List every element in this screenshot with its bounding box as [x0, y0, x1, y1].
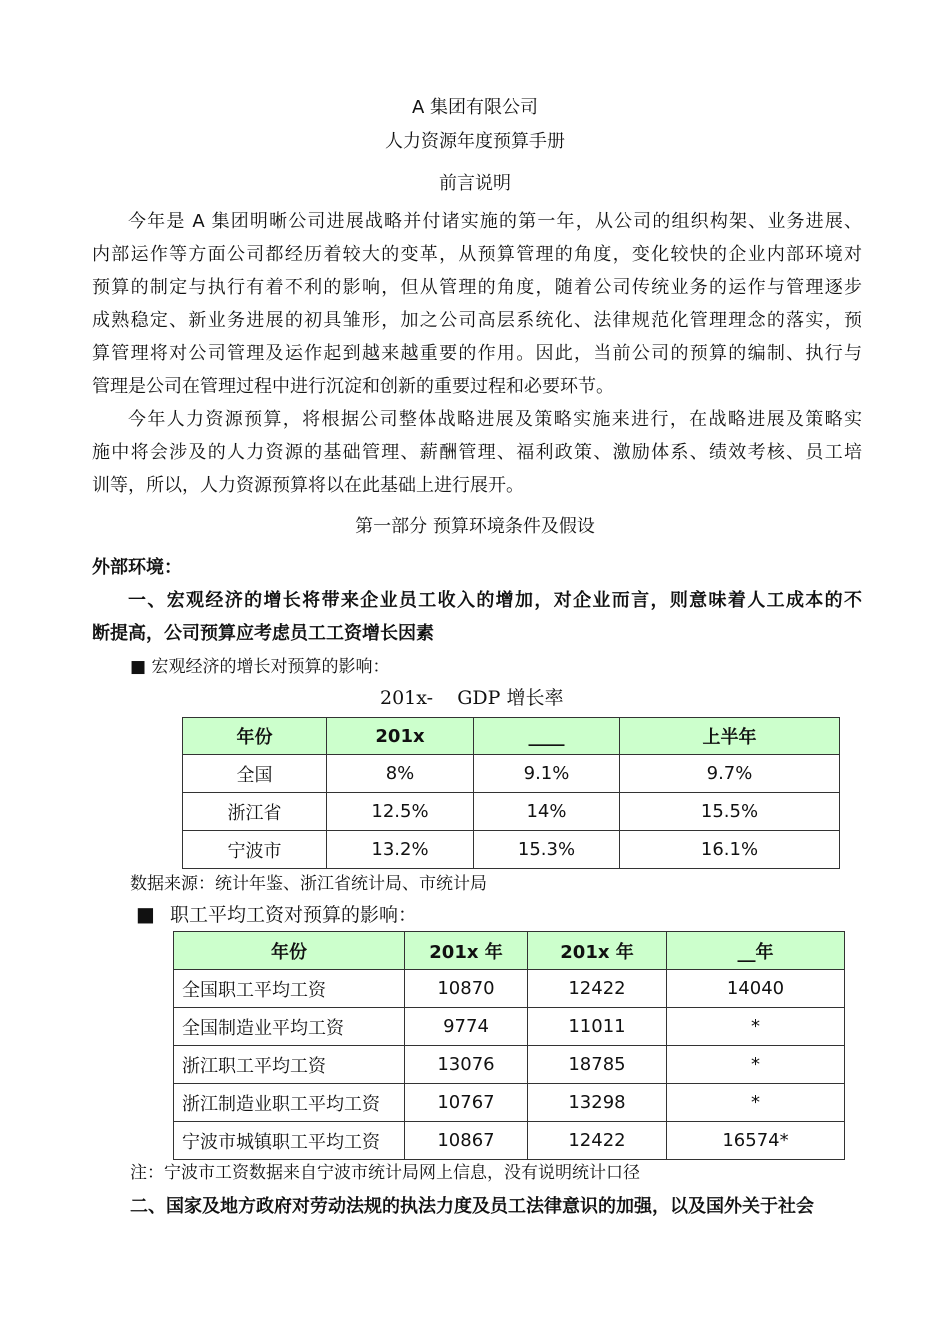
table-header-row	[174, 932, 845, 970]
preface-p1-line: 预算的制定与执行有着不利的影响，但从管理的角度，随着公司传统业务的运作与管理逐步	[92, 277, 862, 298]
table-row	[174, 1008, 845, 1046]
table-cell: *	[667, 1008, 845, 1046]
table-cell: 浙江职工平均工资	[174, 1046, 405, 1084]
table-cell: 9.7%	[620, 755, 840, 793]
table-cell: 14040	[667, 970, 845, 1008]
table-cell: 宁波市城镇职工平均工资	[174, 1122, 405, 1160]
preface-p1-line: 算管理将对公司管理及运作起到越来越重要的作用。因此，当前公司的预算的编制、执行与	[92, 343, 862, 364]
table-cell: 8%	[327, 755, 474, 793]
header-cell: 年份	[174, 932, 405, 970]
table-cell: 12422	[528, 1122, 667, 1160]
table-cell: 宁波市	[183, 831, 327, 869]
table-header-row	[183, 718, 840, 755]
table-cell: 16.1%	[620, 831, 840, 869]
table-cell: 15.3%	[474, 831, 620, 869]
table-row	[174, 1122, 845, 1160]
wage-table-note: 注：宁波市工资数据来自宁波市统计局网上信息，没有说明统计口径	[130, 1163, 640, 1183]
header-cell: ____	[474, 718, 620, 755]
table-cell: 15.5%	[620, 793, 840, 831]
table-cell: 10870	[405, 970, 528, 1008]
table-cell: 浙江省	[183, 793, 327, 831]
company-name: A 集团有限公司	[411, 97, 539, 118]
table-cell: 14%	[474, 793, 620, 831]
point2-line: 二、国家及地方政府对劳动法规的执法力度及员工法律意识的加强，以及国外关于社会	[130, 1196, 814, 1217]
table-cell: 浙江制造业职工平均工资	[174, 1084, 405, 1122]
gdp-table-caption: 201x- GDP 增长率	[380, 687, 564, 709]
preface-p1-line: 成熟稳定、新业务进展的初具雏形，加之公司高层系统化、法律规范化管理理念的落实，预	[92, 310, 862, 331]
wage-intro: 职工平均工资对预算的影响：	[170, 904, 418, 926]
header-cell: 201x	[327, 718, 474, 755]
table-row	[183, 793, 840, 831]
table-cell: 13298	[528, 1084, 667, 1122]
table-row	[183, 831, 840, 869]
table-cell: 11011	[528, 1008, 667, 1046]
table-cell: 9.1%	[474, 755, 620, 793]
table-cell: 12422	[528, 970, 667, 1008]
table-cell: 13076	[405, 1046, 528, 1084]
table-cell: 12.5%	[327, 793, 474, 831]
preface-p1-line: 管理是公司在管理过程中进行沉淀和创新的重要过程和必要环节。	[92, 376, 614, 397]
table-cell: 10767	[405, 1084, 528, 1122]
table-cell: 全国	[183, 755, 327, 793]
part1-title: 第一部分 预算环境条件及假设	[355, 516, 595, 537]
gdp-table	[182, 717, 840, 869]
table-row	[174, 970, 845, 1008]
header-cell: 年份	[183, 718, 327, 755]
wage-table	[173, 931, 845, 1160]
point1-line: 一、宏观经济的增长将带来企业员工收入的增加，对企业而言，则意味着人工成本的不	[128, 590, 862, 611]
preface-p1-line: 今年是 A 集团明晰公司进展战略并付诸实施的第一年，从公司的组织构架、业务进展、	[128, 211, 862, 232]
table-cell: *	[667, 1046, 845, 1084]
preface-title: 前言说明	[439, 173, 511, 194]
preface-p2-line: 施中将会涉及的人力资源的基础管理、薪酬管理、福利政策、激励体系、绩效考核、员工培	[92, 442, 862, 463]
table-row	[174, 1084, 845, 1122]
point1-line: 断提高，公司预算应考虑员工工资增长因素	[92, 623, 434, 644]
external-env-heading: 外部环境：	[92, 557, 182, 578]
header-cell: __年	[667, 932, 845, 970]
preface-p1-line: 内部运作等方面公司都经历着较大的变革，从预算管理的角度，变化较快的企业内部环境对	[92, 244, 862, 265]
table-cell: 全国制造业平均工资	[174, 1008, 405, 1046]
table-cell: 9774	[405, 1008, 528, 1046]
table-cell: 全国职工平均工资	[174, 970, 405, 1008]
header-cell: 201x 年	[528, 932, 667, 970]
manual-title: 人力资源年度预算手册	[385, 131, 565, 152]
table-row	[174, 1046, 845, 1084]
table-cell: 18785	[528, 1046, 667, 1084]
table-row	[183, 755, 840, 793]
preface-p2-line: 训等，所以，人力资源预算将以在此基础上进行展开。	[92, 475, 524, 496]
preface-p2-line: 今年人力资源预算，将根据公司整体战略进展及策略实施来进行，在战略进展及策略实	[128, 409, 862, 430]
table-cell: 16574*	[667, 1122, 845, 1160]
table-cell: *	[667, 1084, 845, 1122]
header-cell: 上半年	[620, 718, 840, 755]
table-cell: 13.2%	[327, 831, 474, 869]
gdp-intro: ■ 宏观经济的增长对预算的影响：	[130, 657, 390, 677]
header-cell: 201x 年	[405, 932, 528, 970]
square-bullet-icon: ■	[136, 902, 155, 926]
gdp-source-note: 数据来源：统计年鉴、浙江省统计局、市统计局	[130, 874, 487, 894]
table-cell: 10867	[405, 1122, 528, 1160]
